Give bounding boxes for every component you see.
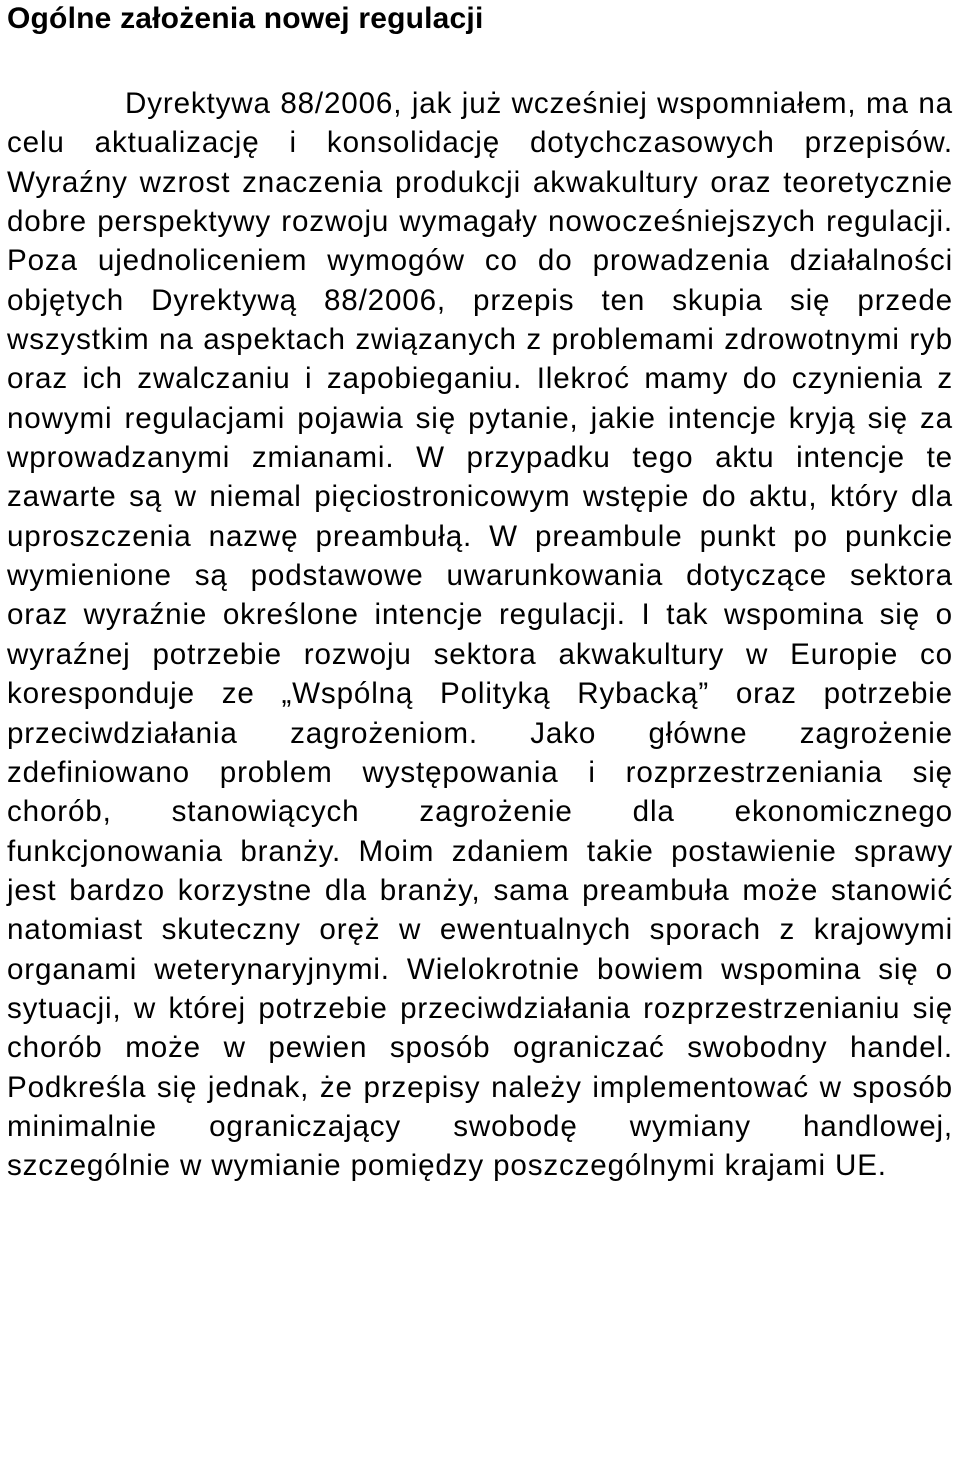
document-page (7, 0, 953, 1186)
section-heading: Ogólne założenia nowej regulacji (7, 2, 484, 35)
body-paragraph: Dyrektywa 88/2006, jak już wcześniej wspomniałem, ma na celu aktualizację i konsolidację dotychczasowych przepisów. Wyraźny wzrost znaczenia produkcji akwakultury oraz teoretycznie dobre perspektywy rozwoju wymagały nowocześniejszych regulacji. Poza ujednoliceniem wymogów co do prowadzenia działalności objętych Dyrektywą 88/2006, przepis ten skupia się przede wszystkim na aspektach związanych z problemami zdrowotnymi ryb oraz ich zwalczaniu i zapobieganiu. Ilekroć mamy do czynienia z nowymi regulacjami pojawia się pytanie, jakie intencje kryją się za wprowadzanymi zmianami. W przypadku tego aktu intencje te zawarte są w niemal pięciostronicowym wstępie do aktu, który dla uproszczenia nazwę preambułą. W preambule punkt po punkcie wymienione są podstawowe uwarunkowania dotyczące sektora oraz wyraźnie określone intencje regulacji. I tak wspomina się o wyraźnej potrzebie rozwoju sektora akwakultury w Europie co koresponduje ze „Wspólną Polityką Rybacką” oraz potrzebie przeciwdziałania zagrożeniom. Jako główne zagrożenie zdefiniowano problem występowania i rozprzestrzeniania się chorób, stanowiących zagrożenie dla ekonomicznego funkcjonowania branży. Moim zdaniem takie postawienie sprawy jest bardzo korzystne dla branży, sama preambuła może stanowić natomiast skuteczny oręż w ewentualnych sporach z krajowymi organami weterynaryjnymi. Wielokrotnie bowiem wspomina się o sytuacji, w której potrzebie przeciwdziałania rozprzestrzenianiu się chorób może w pewien sposób ograniczać swobodny handel. Podkreśla się jednak, że przepisy należy implementować w sposób minimalnie ograniczający swobodę wymiany handlowej, szczególnie w wymianie pomiędzy poszczególnymi krajami UE. (7, 87, 953, 1183)
